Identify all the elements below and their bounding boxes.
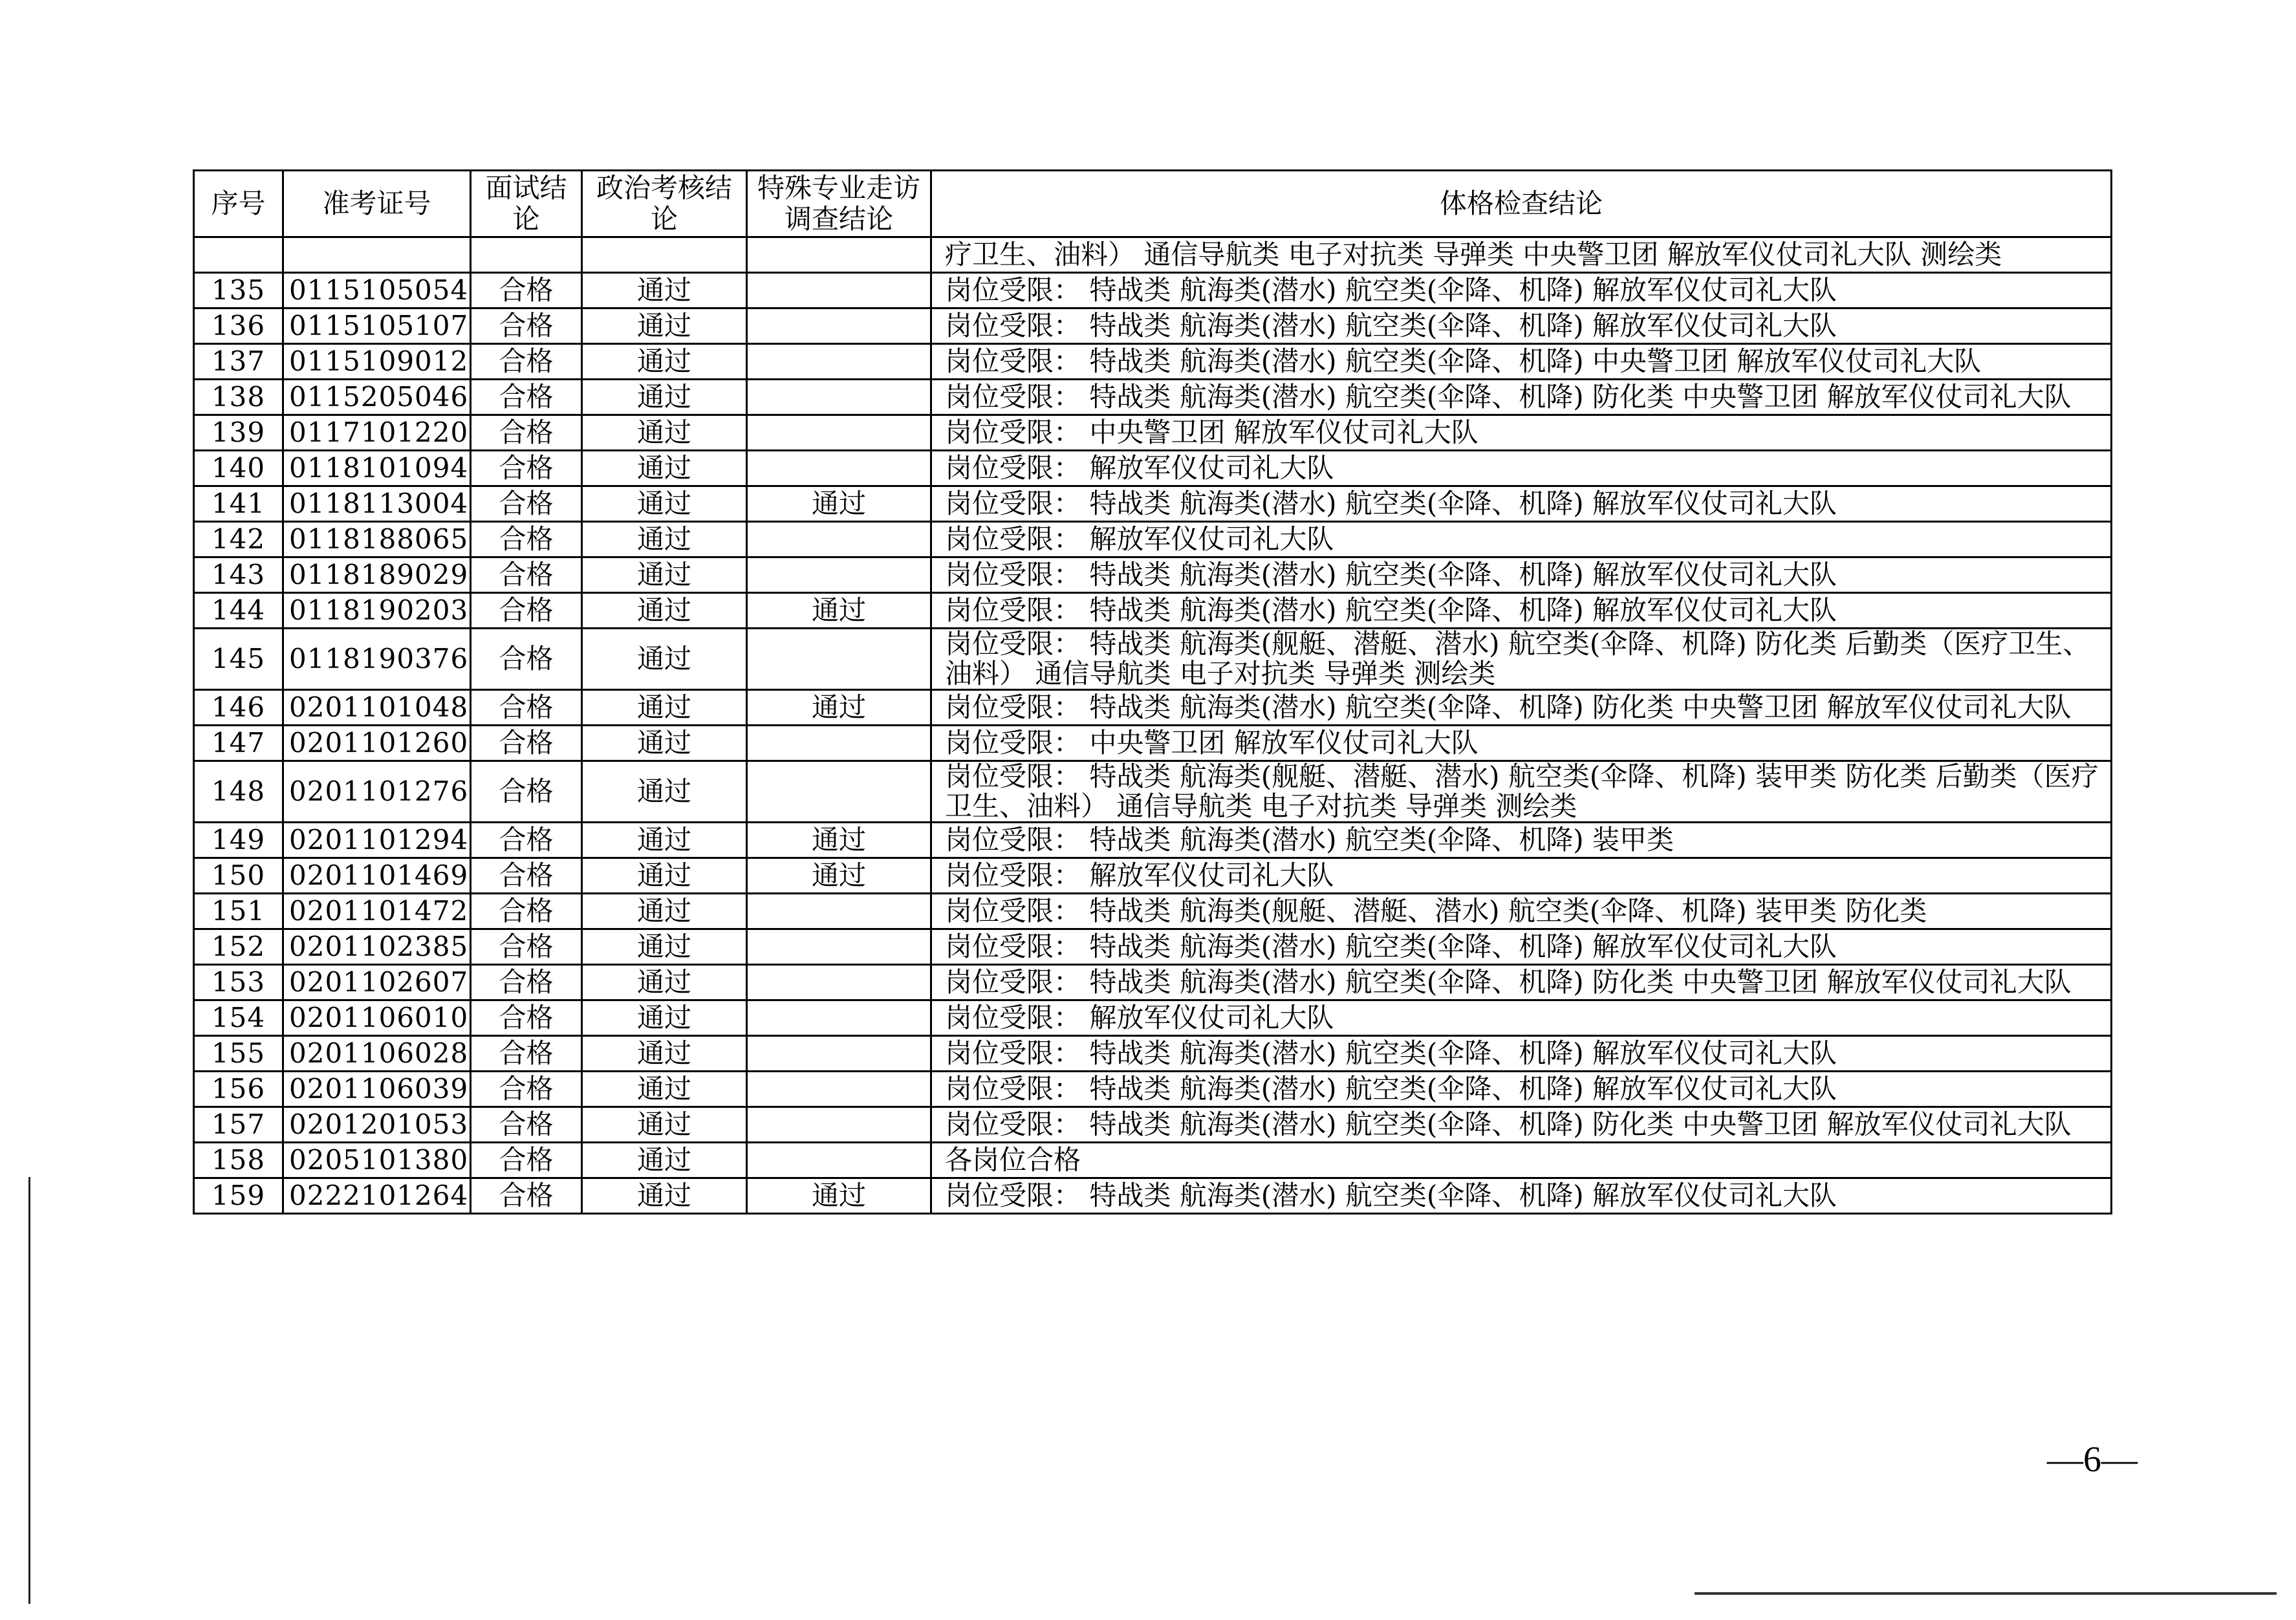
cell-special bbox=[747, 273, 931, 308]
cell-no: 147 bbox=[194, 726, 283, 761]
cell-no: 148 bbox=[194, 761, 283, 823]
table-body bbox=[194, 237, 2112, 1214]
cell-political bbox=[582, 237, 747, 273]
cell-special bbox=[747, 522, 931, 557]
table-row bbox=[194, 761, 2112, 823]
cell-political: 通过 bbox=[582, 486, 747, 522]
table-row bbox=[194, 237, 2112, 273]
results-table bbox=[193, 169, 2112, 1215]
table-row bbox=[194, 486, 2112, 522]
cell-physical: 岗位受限： 特战类 航海类(潜水) 航空类(伞降、机降) 解放军仪仗司礼大队 bbox=[931, 273, 2112, 308]
cell-interview: 合格 bbox=[471, 344, 582, 380]
cell-no: 141 bbox=[194, 486, 283, 522]
cell-no: 152 bbox=[194, 929, 283, 965]
cell-special bbox=[747, 380, 931, 415]
cell-political: 通过 bbox=[582, 415, 747, 451]
page-number: —6— bbox=[2047, 1440, 2138, 1480]
cell-political: 通过 bbox=[582, 557, 747, 593]
cell-no: 155 bbox=[194, 1036, 283, 1072]
cell-physical: 岗位受限： 特战类 航海类(潜水) 航空类(伞降、机降) 中央警卫团 解放军仪仗司礼大队 bbox=[931, 344, 2112, 380]
cell-interview: 合格 bbox=[471, 308, 582, 344]
cell-interview: 合格 bbox=[471, 451, 582, 486]
cell-exam-id: 0201106028 bbox=[283, 1036, 471, 1072]
cell-no: 156 bbox=[194, 1072, 283, 1107]
cell-political: 通过 bbox=[582, 273, 747, 308]
cell-exam-id: 0118113004 bbox=[283, 486, 471, 522]
cell-no: 150 bbox=[194, 858, 283, 894]
cell-no: 159 bbox=[194, 1178, 283, 1214]
cell-political: 通过 bbox=[582, 1143, 747, 1178]
cell-physical: 岗位受限： 特战类 航海类(舰艇、潜艇、潜水) 航空类(伞降、机降) 装甲类 防化类 后勤类（医疗卫生、油料） 通信导航类 电子对抗类 导弹类 测绘类 bbox=[931, 761, 2112, 823]
cell-interview: 合格 bbox=[471, 1107, 582, 1143]
cell-physical: 岗位受限： 特战类 航海类(潜水) 航空类(伞降、机降) 防化类 中央警卫团 解放军仪仗司礼大队 bbox=[931, 380, 2112, 415]
cell-interview: 合格 bbox=[471, 486, 582, 522]
cell-interview: 合格 bbox=[471, 593, 582, 629]
cell-special bbox=[747, 344, 931, 380]
cell-exam-id: 0201102607 bbox=[283, 965, 471, 1000]
table-row bbox=[194, 1143, 2112, 1178]
cell-no: 138 bbox=[194, 380, 283, 415]
cell-no: 139 bbox=[194, 415, 283, 451]
cell-political: 通过 bbox=[582, 894, 747, 929]
cell-special bbox=[747, 1143, 931, 1178]
cell-exam-id: 0222101264 bbox=[283, 1178, 471, 1214]
cell-political: 通过 bbox=[582, 690, 747, 726]
table-row bbox=[194, 629, 2112, 690]
cell-interview: 合格 bbox=[471, 726, 582, 761]
cell-exam-id: 0118188065 bbox=[283, 522, 471, 557]
header-cell-political: 政治考核结论 bbox=[582, 171, 747, 237]
cell-physical: 岗位受限： 特战类 航海类(舰艇、潜艇、潜水) 航空类(伞降、机降) 装甲类 防化类 bbox=[931, 894, 2112, 929]
cell-physical: 岗位受限： 解放军仪仗司礼大队 bbox=[931, 858, 2112, 894]
cell-no bbox=[194, 237, 283, 273]
table-row bbox=[194, 690, 2112, 726]
cell-physical: 各岗位合格 bbox=[931, 1143, 2112, 1178]
cell-no: 140 bbox=[194, 451, 283, 486]
cell-physical: 岗位受限： 特战类 航海类(潜水) 航空类(伞降、机降) 解放军仪仗司礼大队 bbox=[931, 1178, 2112, 1214]
cell-special bbox=[747, 557, 931, 593]
cell-special: 通过 bbox=[747, 593, 931, 629]
table-row bbox=[194, 344, 2112, 380]
cell-political: 通过 bbox=[582, 1178, 747, 1214]
table-row bbox=[194, 1000, 2112, 1036]
cell-exam-id: 0201101048 bbox=[283, 690, 471, 726]
cell-physical: 岗位受限： 中央警卫团 解放军仪仗司礼大队 bbox=[931, 415, 2112, 451]
cell-special: 通过 bbox=[747, 858, 931, 894]
header-cell-no: 序号 bbox=[194, 171, 283, 237]
cell-no: 135 bbox=[194, 273, 283, 308]
cell-no: 146 bbox=[194, 690, 283, 726]
cell-no: 144 bbox=[194, 593, 283, 629]
cell-physical: 岗位受限： 特战类 航海类(潜水) 航空类(伞降、机降) 防化类 中央警卫团 解放军仪仗司礼大队 bbox=[931, 965, 2112, 1000]
cell-no: 142 bbox=[194, 522, 283, 557]
cell-physical: 岗位受限： 特战类 航海类(潜水) 航空类(伞降、机降) 解放军仪仗司礼大队 bbox=[931, 929, 2112, 965]
cell-special bbox=[747, 965, 931, 1000]
cell-no: 145 bbox=[194, 629, 283, 690]
table-row bbox=[194, 273, 2112, 308]
header-cell-interview: 面试结论 bbox=[471, 171, 582, 237]
cell-no: 137 bbox=[194, 344, 283, 380]
table-row bbox=[194, 593, 2112, 629]
cell-interview: 合格 bbox=[471, 761, 582, 823]
cell-political: 通过 bbox=[582, 823, 747, 858]
cell-interview: 合格 bbox=[471, 823, 582, 858]
cell-physical: 岗位受限： 特战类 航海类(潜水) 航空类(伞降、机降) 解放军仪仗司礼大队 bbox=[931, 308, 2112, 344]
cell-political: 通过 bbox=[582, 344, 747, 380]
cell-physical: 岗位受限： 中央警卫团 解放军仪仗司礼大队 bbox=[931, 726, 2112, 761]
cell-exam-id bbox=[283, 237, 471, 273]
cell-exam-id: 0201201053 bbox=[283, 1107, 471, 1143]
cell-interview: 合格 bbox=[471, 929, 582, 965]
cell-exam-id: 0115105107 bbox=[283, 308, 471, 344]
cell-physical: 岗位受限： 特战类 航海类(潜水) 航空类(伞降、机降) 解放军仪仗司礼大队 bbox=[931, 593, 2112, 629]
table-row bbox=[194, 1107, 2112, 1143]
cell-physical: 岗位受限： 特战类 航海类(舰艇、潜艇、潜水) 航空类(伞降、机降) 防化类 后勤类（医疗卫生、油料） 通信导航类 电子对抗类 导弹类 测绘类 bbox=[931, 629, 2112, 690]
cell-political: 通过 bbox=[582, 761, 747, 823]
cell-special bbox=[747, 1000, 931, 1036]
cell-no: 151 bbox=[194, 894, 283, 929]
table-row bbox=[194, 929, 2112, 965]
cell-physical: 岗位受限： 特战类 航海类(潜水) 航空类(伞降、机降) 解放军仪仗司礼大队 bbox=[931, 486, 2112, 522]
cell-political: 通过 bbox=[582, 965, 747, 1000]
cell-interview: 合格 bbox=[471, 858, 582, 894]
cell-interview: 合格 bbox=[471, 1072, 582, 1107]
table-row bbox=[194, 1072, 2112, 1107]
cell-interview: 合格 bbox=[471, 1143, 582, 1178]
cell-interview: 合格 bbox=[471, 1000, 582, 1036]
table-row bbox=[194, 823, 2112, 858]
table-row bbox=[194, 1178, 2112, 1214]
cell-physical: 岗位受限： 特战类 航海类(潜水) 航空类(伞降、机降) 解放军仪仗司礼大队 bbox=[931, 1036, 2112, 1072]
cell-special bbox=[747, 415, 931, 451]
table-row bbox=[194, 858, 2112, 894]
cell-political: 通过 bbox=[582, 1000, 747, 1036]
cell-political: 通过 bbox=[582, 929, 747, 965]
cell-special bbox=[747, 237, 931, 273]
cell-no: 136 bbox=[194, 308, 283, 344]
table-row bbox=[194, 557, 2112, 593]
cell-special bbox=[747, 929, 931, 965]
cell-political: 通过 bbox=[582, 629, 747, 690]
cell-interview: 合格 bbox=[471, 965, 582, 1000]
header-cell-physical: 体格检查结论 bbox=[931, 171, 2112, 237]
cell-special bbox=[747, 1107, 931, 1143]
cell-political: 通过 bbox=[582, 522, 747, 557]
table-row bbox=[194, 965, 2112, 1000]
cell-physical: 岗位受限： 解放军仪仗司礼大队 bbox=[931, 451, 2112, 486]
table-row bbox=[194, 308, 2112, 344]
cell-interview: 合格 bbox=[471, 557, 582, 593]
header-cell-special: 特殊专业走访调查结论 bbox=[747, 171, 931, 237]
cell-special: 通过 bbox=[747, 690, 931, 726]
cell-exam-id: 0115105054 bbox=[283, 273, 471, 308]
cell-political: 通过 bbox=[582, 593, 747, 629]
cell-interview: 合格 bbox=[471, 1178, 582, 1214]
cell-special: 通过 bbox=[747, 1178, 931, 1214]
table-row bbox=[194, 522, 2112, 557]
cell-interview: 合格 bbox=[471, 629, 582, 690]
cell-interview bbox=[471, 237, 582, 273]
table-row bbox=[194, 380, 2112, 415]
cell-exam-id: 0201101472 bbox=[283, 894, 471, 929]
cell-special bbox=[747, 451, 931, 486]
cell-special bbox=[747, 761, 931, 823]
cell-physical: 岗位受限： 特战类 航海类(潜水) 航空类(伞降、机降) 装甲类 bbox=[931, 823, 2112, 858]
cell-physical: 岗位受限： 解放军仪仗司礼大队 bbox=[931, 522, 2112, 557]
cell-physical: 岗位受限： 解放军仪仗司礼大队 bbox=[931, 1000, 2112, 1036]
cell-political: 通过 bbox=[582, 726, 747, 761]
cell-exam-id: 0117101220 bbox=[283, 415, 471, 451]
header-cell-exam-id: 准考证号 bbox=[283, 171, 471, 237]
cell-exam-id: 0201106010 bbox=[283, 1000, 471, 1036]
cell-interview: 合格 bbox=[471, 415, 582, 451]
cell-interview: 合格 bbox=[471, 522, 582, 557]
cell-political: 通过 bbox=[582, 308, 747, 344]
cell-no: 143 bbox=[194, 557, 283, 593]
cell-political: 通过 bbox=[582, 858, 747, 894]
cell-physical: 岗位受限： 特战类 航海类(潜水) 航空类(伞降、机降) 解放军仪仗司礼大队 bbox=[931, 1072, 2112, 1107]
table-row bbox=[194, 894, 2112, 929]
cell-special bbox=[747, 726, 931, 761]
cell-interview: 合格 bbox=[471, 1036, 582, 1072]
cell-special bbox=[747, 894, 931, 929]
cell-interview: 合格 bbox=[471, 273, 582, 308]
cell-exam-id: 0201101294 bbox=[283, 823, 471, 858]
cell-interview: 合格 bbox=[471, 690, 582, 726]
cell-physical: 岗位受限： 特战类 航海类(潜水) 航空类(伞降、机降) 防化类 中央警卫团 解放军仪仗司礼大队 bbox=[931, 690, 2112, 726]
cell-exam-id: 0201101276 bbox=[283, 761, 471, 823]
cell-no: 154 bbox=[194, 1000, 283, 1036]
table-row bbox=[194, 1036, 2112, 1072]
cell-political: 通过 bbox=[582, 1072, 747, 1107]
cell-exam-id: 0118190376 bbox=[283, 629, 471, 690]
cell-political: 通过 bbox=[582, 1036, 747, 1072]
cell-political: 通过 bbox=[582, 380, 747, 415]
table-row bbox=[194, 726, 2112, 761]
cell-no: 157 bbox=[194, 1107, 283, 1143]
cell-special: 通过 bbox=[747, 823, 931, 858]
cell-no: 158 bbox=[194, 1143, 283, 1178]
cell-exam-id: 0115205046 bbox=[283, 380, 471, 415]
cell-exam-id: 0201106039 bbox=[283, 1072, 471, 1107]
scan-edge-line-bottom bbox=[1695, 1592, 2277, 1595]
cell-special bbox=[747, 1036, 931, 1072]
cell-exam-id: 0201101469 bbox=[283, 858, 471, 894]
scan-edge-line bbox=[28, 1177, 30, 1604]
cell-no: 153 bbox=[194, 965, 283, 1000]
table-row bbox=[194, 415, 2112, 451]
cell-exam-id: 0201101260 bbox=[283, 726, 471, 761]
cell-special: 通过 bbox=[747, 486, 931, 522]
table-row bbox=[194, 451, 2112, 486]
cell-no: 149 bbox=[194, 823, 283, 858]
cell-special bbox=[747, 1072, 931, 1107]
cell-physical: 岗位受限： 特战类 航海类(潜水) 航空类(伞降、机降) 解放军仪仗司礼大队 bbox=[931, 557, 2112, 593]
cell-exam-id: 0115109012 bbox=[283, 344, 471, 380]
cell-physical: 疗卫生、油料） 通信导航类 电子对抗类 导弹类 中央警卫团 解放军仪仗司礼大队 测绘类 bbox=[931, 237, 2112, 273]
cell-exam-id: 0205101380 bbox=[283, 1143, 471, 1178]
table-header-row bbox=[194, 171, 2112, 237]
cell-physical: 岗位受限： 特战类 航海类(潜水) 航空类(伞降、机降) 防化类 中央警卫团 解放军仪仗司礼大队 bbox=[931, 1107, 2112, 1143]
cell-interview: 合格 bbox=[471, 380, 582, 415]
cell-special bbox=[747, 308, 931, 344]
cell-political: 通过 bbox=[582, 1107, 747, 1143]
cell-exam-id: 0201102385 bbox=[283, 929, 471, 965]
cell-exam-id: 0118190203 bbox=[283, 593, 471, 629]
cell-political: 通过 bbox=[582, 451, 747, 486]
cell-exam-id: 0118189029 bbox=[283, 557, 471, 593]
cell-interview: 合格 bbox=[471, 894, 582, 929]
cell-exam-id: 0118101094 bbox=[283, 451, 471, 486]
cell-special bbox=[747, 629, 931, 690]
